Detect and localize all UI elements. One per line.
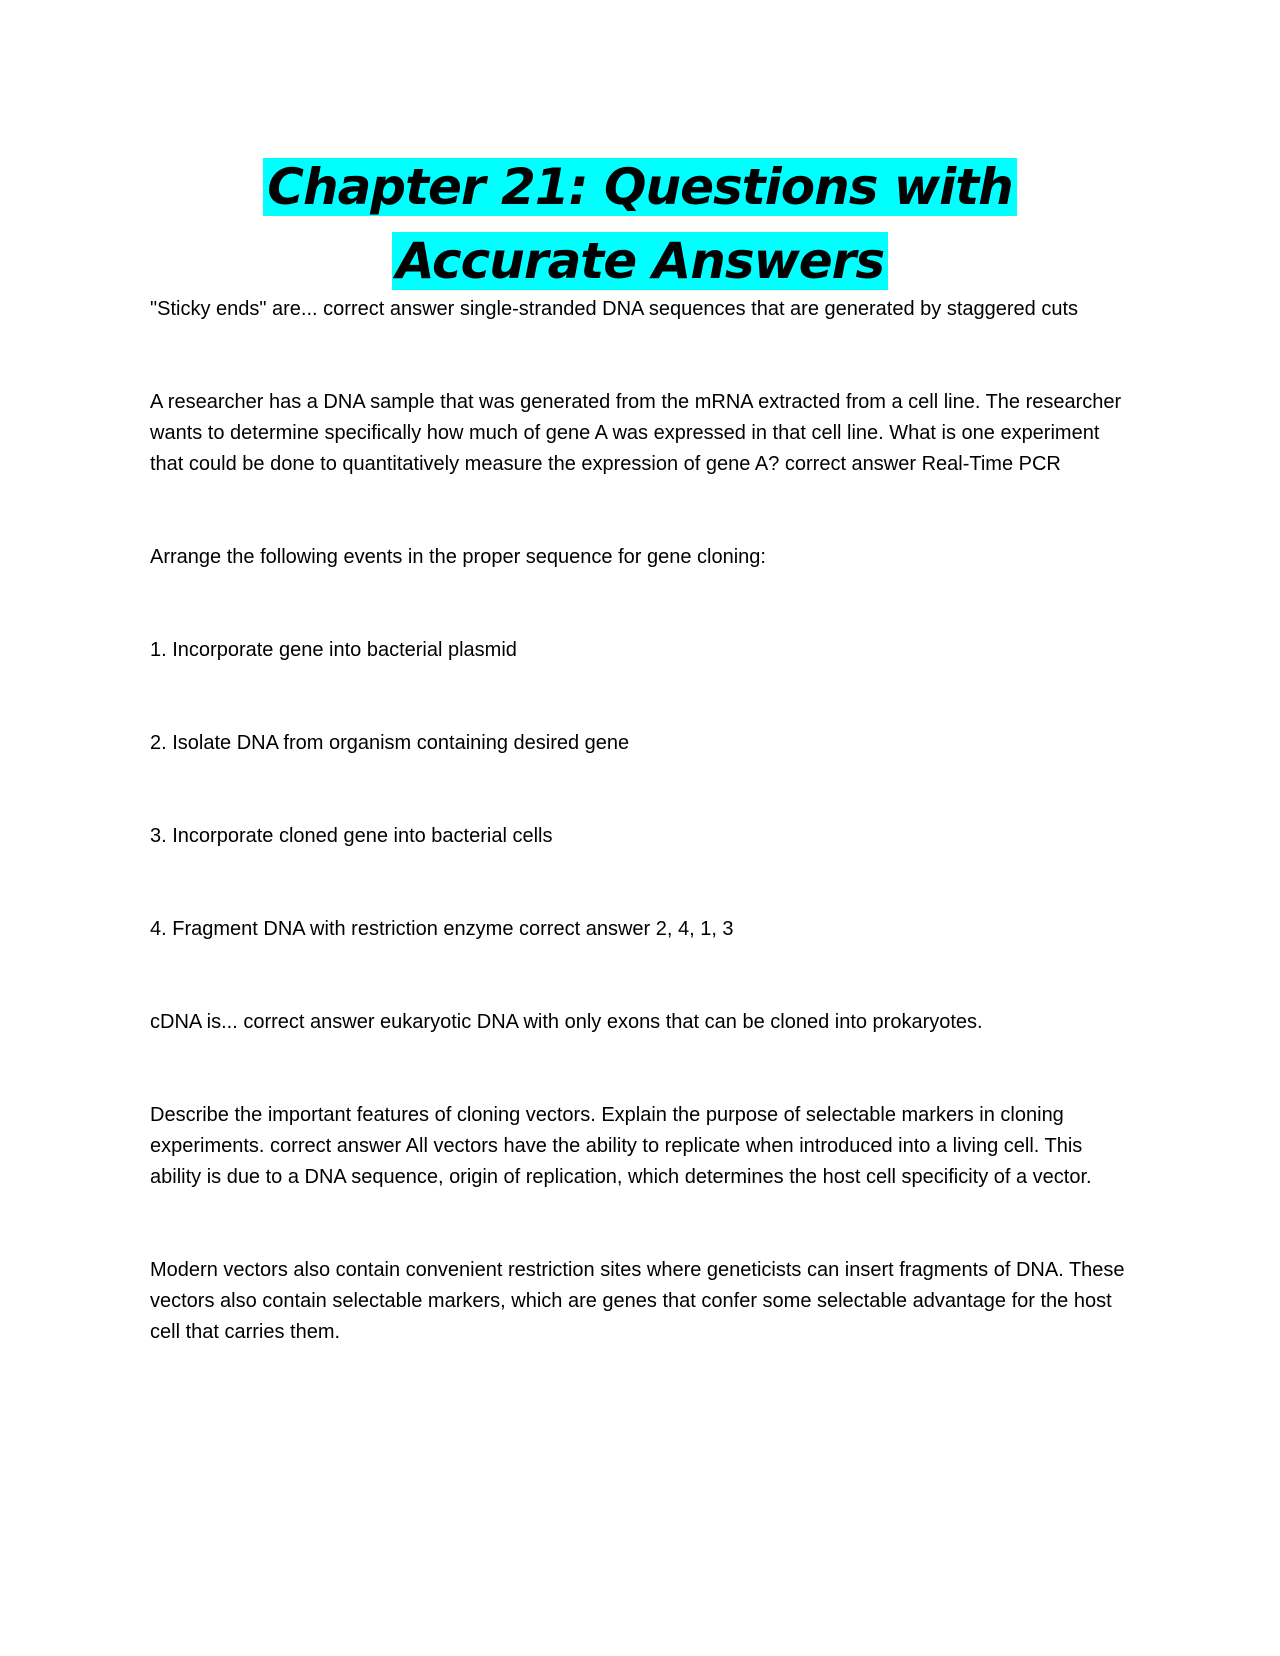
title-block — [150, 150, 1130, 298]
list-item-step-4: 4. Fragment DNA with restriction enzyme correct answer 2, 4, 1, 3 — [150, 918, 734, 940]
page-title: Chapter 21: Questions with Accurate Answers — [263, 158, 1016, 290]
list-item-step-2: 2. Isolate DNA from organism containing desired gene — [150, 732, 630, 754]
document-body — [150, 294, 1130, 1348]
list-item-step-1: 1. Incorporate gene into bacterial plasmid — [150, 639, 517, 661]
paragraph-cdna: cDNA is... correct answer eukaryotic DNA with only exons that can be cloned into prokaryotes. — [150, 1011, 983, 1033]
list-item-step-3: 3. Incorporate cloned gene into bacterial cells — [150, 825, 553, 847]
paragraph-sticky-ends: "Sticky ends" are... correct answer single-stranded DNA sequences that are generated by staggered cuts — [150, 298, 1079, 320]
paragraph-modern-vectors: Modern vectors also contain convenient restriction sites where geneticists can insert fragments of DNA. These vectors also contain selectable markers, which are genes that confer some selectable advantage for the host cell that carries them. — [150, 1259, 1125, 1343]
paragraph-cloning-vectors: Describe the important features of cloning vectors. Explain the purpose of selectable markers in cloning experiments. correct answer All vectors have the ability to replicate when introduced into a living cell. This ability is due to a DNA sequence, origin of replication, which determines the host cell specificity of a vector. — [150, 1104, 1092, 1188]
paragraph-arrange-events: Arrange the following events in the proper sequence for gene cloning: — [150, 546, 766, 568]
paragraph-real-time-pcr: A researcher has a DNA sample that was generated from the mRNA extracted from a cell line. The researcher wants to determine specifically how much of gene A was expressed in that cell line. What is one experiment that could be done to quantitatively measure the expression of gene A? correct answer Real-Time PCR — [150, 391, 1122, 475]
